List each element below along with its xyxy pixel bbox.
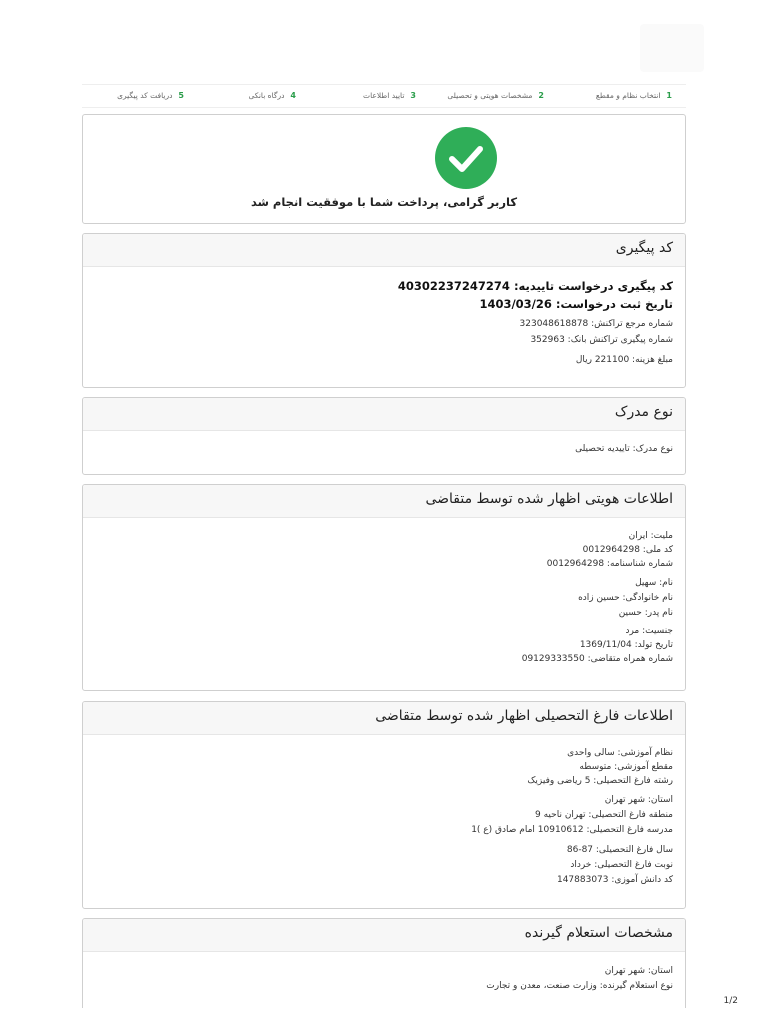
bank-tracking-number: شماره پیگیری تراکنش بانک: 352963: [530, 335, 673, 345]
document-type-title: نوع مدرک: [83, 398, 685, 431]
inquirer-card-title: مشخصات استعلام گیرنده: [83, 919, 685, 952]
graduation-year: سال فارغ التحصیلی: 87-86: [566, 845, 673, 855]
step-label: انتخاب نظام و مقطع: [595, 91, 661, 100]
inquirer-card: [82, 918, 686, 1008]
step-4: [248, 91, 296, 100]
id-number: شماره شناسنامه: 0012964298: [546, 559, 673, 569]
step-label: مشخصات هویتی و تحصیلی: [447, 91, 533, 100]
father-name: نام پدر: حسین: [618, 608, 673, 618]
birth-date: تاریخ تولد: 1369/11/04: [579, 640, 673, 650]
gender: جنسیت: مرد: [625, 626, 673, 636]
step-number: 3: [410, 91, 416, 100]
step-number: 1: [666, 91, 672, 100]
student-code: کد دانش آموزی: 147883073: [556, 875, 673, 885]
education-school: مدرسه فارغ التحصیلی: 10910612 امام صادق (ع )1: [471, 825, 673, 835]
transaction-ref: شماره مرجع تراکنش: 323048618878: [519, 319, 673, 329]
national-code: کد ملی: 0012964298: [582, 545, 673, 555]
education-system: نظام آموزشی: سالی واحدی: [567, 748, 673, 758]
identity-card: [82, 484, 686, 691]
mobile-number: شماره همراه متقاضی: 09129333550: [521, 654, 673, 664]
document-type-value: نوع مدرک: تاییدیه تحصیلی: [575, 444, 673, 454]
document-type-card: [82, 397, 686, 475]
step-2: [447, 91, 544, 100]
education-region: منطقه فارغ التحصیلی: تهران ناحیه 9: [535, 810, 673, 820]
step-number: 2: [538, 91, 544, 100]
nationality: ملیت: ایران: [628, 531, 673, 541]
request-tracking-code: کد پیگیری درخواست تاییدیه: 40302237247274: [397, 279, 673, 293]
step-label: درگاه بانکی: [248, 91, 285, 100]
step-5: [117, 91, 184, 100]
payment-success-card: [82, 114, 686, 224]
education-card: [82, 701, 686, 909]
inquirer-type: نوع استعلام گیرنده: وزارت صنعت، معدن و تجارت: [486, 981, 673, 991]
inquirer-province: استان: شهر تهران: [604, 966, 673, 976]
graduation-term: نوبت فارغ التحصیلی: خرداد: [570, 860, 673, 870]
check-icon: [435, 127, 497, 189]
fee-amount: مبلغ هزینه: 221100 ریال: [575, 355, 673, 365]
education-card-title: اطلاعات فارغ التحصیلی اظهار شده توسط متقاضی: [83, 702, 685, 735]
step-label: تایید اطلاعات: [363, 91, 405, 100]
page-number: 1/2: [723, 996, 738, 1006]
header-placeholder: [640, 24, 704, 72]
last-name: نام خانوادگی: حسین زاده: [578, 593, 673, 603]
step-3: [363, 91, 416, 100]
tracking-card: [82, 233, 686, 388]
step-label: دریافت کد پیگیری: [117, 91, 173, 100]
success-message: کاربر گرامی، پرداخت شما با موفقیت انجام شد: [250, 195, 518, 209]
step-1: [596, 91, 672, 100]
tracking-card-title: کد پیگیری: [83, 234, 685, 267]
progress-stepper: [82, 84, 686, 108]
step-number: 5: [178, 91, 184, 100]
request-date: تاریخ ثبت درخواست: 1403/03/26: [479, 297, 673, 311]
education-province: استان: شهر تهران: [604, 795, 673, 805]
education-level: مقطع آموزشی: متوسطه: [579, 762, 673, 772]
first-name: نام: سهیل: [635, 578, 673, 588]
step-number: 4: [290, 91, 296, 100]
identity-card-title: اطلاعات هویتی اظهار شده توسط متقاضی: [83, 485, 685, 518]
education-field: رشته فارغ التحصیلی: 5 ریاضی وفیزیک: [527, 776, 673, 786]
